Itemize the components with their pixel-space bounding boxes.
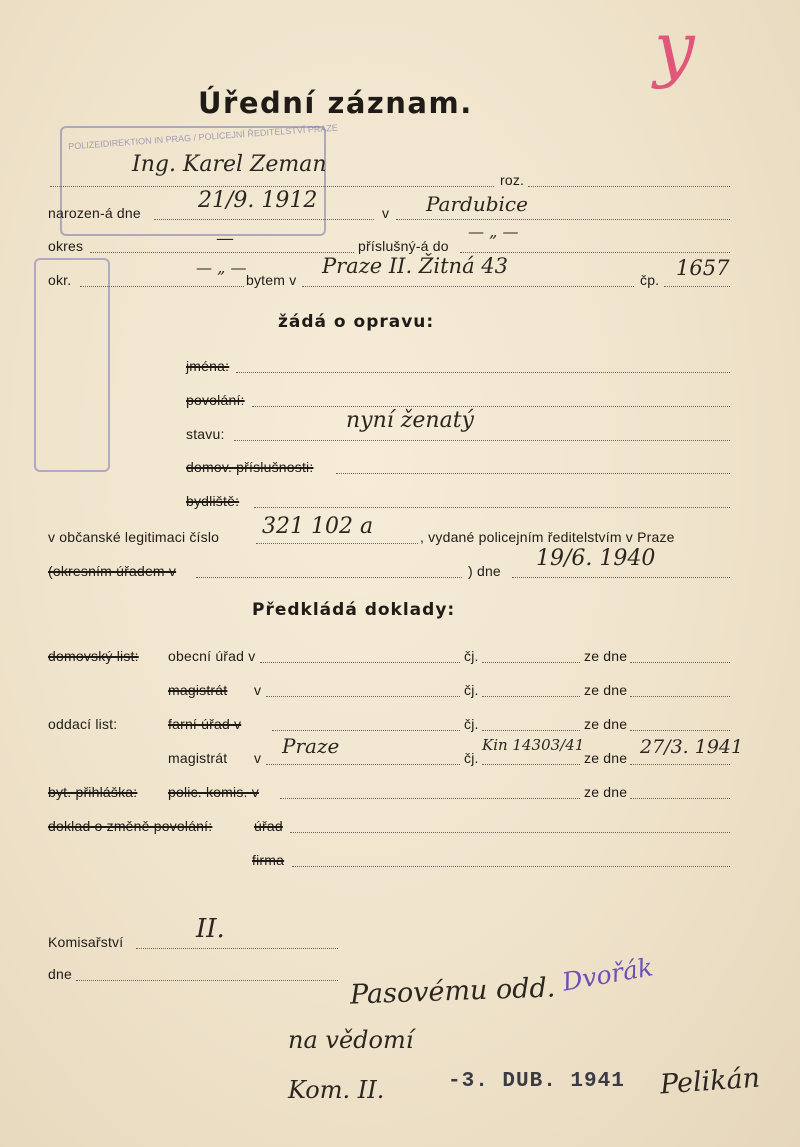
komisarstvi-value: II. <box>196 914 225 944</box>
povolani-label: povolání: <box>186 392 245 408</box>
cj-label-3: čj. <box>464 716 479 732</box>
ze-dne-label-5: ze dne <box>584 784 628 800</box>
domov-label: domov. příslušnosti: <box>186 459 314 475</box>
stavu-label: stavu: <box>186 426 225 442</box>
legitimation-paren: ) dne <box>468 563 501 579</box>
magistrat-place: Praze <box>282 734 340 758</box>
born-value: 21/9. 1912 <box>198 188 318 213</box>
corner-mark: y <box>654 6 695 90</box>
magistrat-v-label-2: v <box>254 750 262 766</box>
okres-label: okres <box>48 238 84 254</box>
documents-heading: Předkládá doklady: <box>252 600 456 620</box>
farni-label: farní úřad v <box>168 716 242 732</box>
urad-label: úřad <box>254 818 283 834</box>
stavu-value: nyní ženatý <box>346 408 474 433</box>
ze-dne-label-1: ze dne <box>584 648 628 664</box>
cj-label-4: čj. <box>464 750 479 766</box>
magistrat-date: 27/3. 1941 <box>640 736 744 758</box>
jmena-label: jména: <box>186 358 230 374</box>
side-stamp <box>34 258 110 472</box>
note-pasove: Pasovému odd. <box>349 972 556 1011</box>
name-value: Ing. Karel Zeman <box>132 152 327 177</box>
legitimation-number: 321 102 a <box>262 514 374 539</box>
date-stamp: -3. DUB. 1941 <box>448 1070 625 1093</box>
ze-dne-label-4: ze dne <box>584 750 628 766</box>
legitimation-prefix: v občanské legitimaci číslo <box>48 529 220 545</box>
cp-label: čp. <box>640 272 660 288</box>
firma-label: firma <box>252 852 285 868</box>
okres-value: — <box>216 228 234 249</box>
byt-label: byt. přihláška: <box>48 784 138 800</box>
ze-dne-label-2: ze dne <box>584 682 628 698</box>
police-stamp-text: POLIZEIDIREKTION IN PRAG / POLICEJNÍ ŘEDITELSTVÍ PRAZE <box>67 122 339 152</box>
okr-value: — „ — <box>196 258 247 277</box>
obecni-label: obecní úřad v <box>168 648 256 664</box>
oddaci-label: oddací list: <box>48 716 118 732</box>
note-dvorak: Dvořák <box>560 952 656 997</box>
legitimation-date: 19/6. 1940 <box>536 546 656 571</box>
note-kom: Kom. II. <box>288 1076 385 1104</box>
signature: Pelikán <box>659 1062 762 1101</box>
document-title: Úřední záznam. <box>198 86 473 120</box>
okr-label: okr. <box>48 272 72 288</box>
dne-label: dne <box>48 966 72 982</box>
magistrat-label-1: magistrát <box>168 682 228 698</box>
magistrat-cj: Kin 14303/41 <box>482 736 585 754</box>
ze-dne-label-3: ze dne <box>584 716 628 732</box>
cp-value: 1657 <box>676 256 730 280</box>
born-label: narozen-á dne <box>48 205 141 221</box>
polic-label: polic. komis. v <box>168 784 259 800</box>
bytem-label: bytem v <box>246 272 297 288</box>
magistrat-label-2: magistrát <box>168 750 228 766</box>
birthplace-v-label: v <box>382 205 390 221</box>
correction-heading: žádá o opravu: <box>278 312 435 332</box>
roz-label: roz. <box>500 172 525 188</box>
domovsky-label: domovský list: <box>48 648 139 664</box>
komisarstvi-label: Komisařství <box>48 934 124 950</box>
magistrat-v-label-1: v <box>254 682 262 698</box>
bytem-value: Praze II. Žitná 43 <box>322 254 508 278</box>
okres-uradem-label: (okresním úřadem v <box>48 563 177 579</box>
bydliste-label: bydliště: <box>186 493 240 509</box>
cj-label-1: čj. <box>464 648 479 664</box>
prislusny-label: příslušný-á do <box>358 238 449 254</box>
note-na-vedomi: na vědomí <box>288 1026 414 1054</box>
doklad-label: doklad o změně povolání: <box>48 818 213 834</box>
prislusny-value: — „ — <box>468 222 519 241</box>
birthplace-value: Pardubice <box>426 192 528 216</box>
cj-label-2: čj. <box>464 682 479 698</box>
legitimation-issued: , vydané policejním ředitelstvím v Praze <box>420 529 675 545</box>
